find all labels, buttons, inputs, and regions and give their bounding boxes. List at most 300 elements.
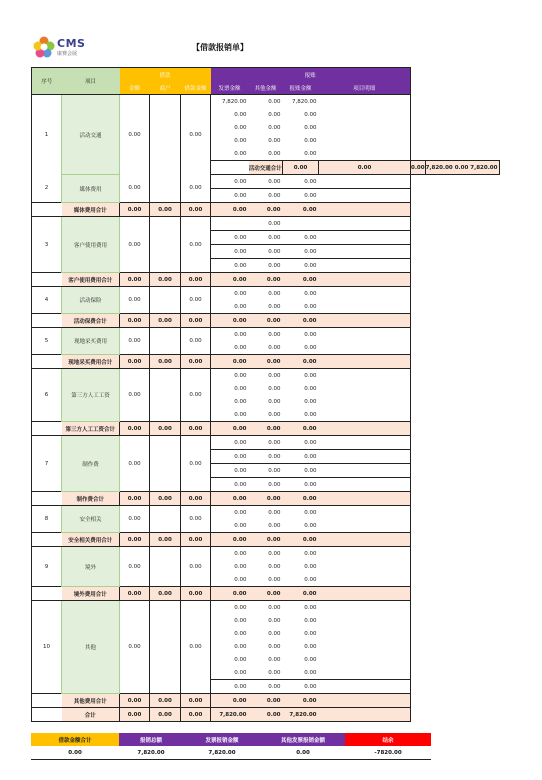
other-amount: 0.00: [249, 203, 283, 217]
item-detail: [319, 203, 411, 217]
item-detail: [319, 341, 411, 355]
item-detail: [319, 408, 411, 422]
logo-subtitle: 康赛会展: [57, 51, 78, 57]
borrow-amount: 0.00: [128, 297, 141, 303]
detail-row: [32, 175, 500, 189]
company-logo: [33, 36, 143, 66]
item-detail: [319, 287, 411, 301]
summary-value-reimb-total: 7,820.00: [119, 746, 183, 760]
subtotal-label: 客户使用费用合计: [62, 273, 120, 287]
borrow-total: 0.00: [181, 533, 211, 547]
invoice-amount: 0.00: [211, 231, 249, 245]
merchant: [150, 217, 181, 273]
item-detail: [319, 694, 411, 708]
invoice-amount: 0.00: [211, 369, 249, 383]
item-detail: [319, 189, 411, 203]
borrow-amount: 0.00: [120, 694, 150, 708]
reimb-amount: 0.00: [283, 478, 319, 492]
header-reimb-amount: 报账金额: [283, 81, 319, 95]
merchant: 0.00: [150, 708, 181, 722]
reimb-amount: 0.00: [304, 576, 317, 583]
borrow-amount: 0.00: [120, 587, 150, 601]
header-item: 项目: [62, 68, 120, 95]
invoice-amount: 0.00: [211, 147, 249, 161]
category-label: 第三方人工工资: [62, 369, 120, 422]
invoice-amount: 0.00: [211, 408, 249, 422]
other-amount: 0.00: [268, 98, 281, 105]
borrow-total: 0.00: [189, 563, 202, 570]
reimb-amount: 0.00: [283, 273, 319, 287]
row-seq: [32, 355, 62, 369]
borrow-total: 0.00: [189, 185, 202, 192]
borrow-amount: 0.00: [128, 185, 141, 192]
other-amount: 0.00: [268, 385, 281, 392]
reimb-amount: 0.00: [283, 355, 319, 369]
subtotal-row: [32, 314, 500, 328]
item-detail: [319, 259, 411, 273]
row-seq: 9: [32, 547, 62, 587]
header-other-amount: 其他金额: [249, 81, 283, 95]
item-detail: [319, 492, 411, 506]
item-detail: [319, 134, 411, 147]
invoice-amount: 0.00: [211, 189, 249, 203]
summary-header-invoice-reimb: 发票报销金额: [183, 733, 261, 746]
invoice-amount: 0.00: [211, 478, 249, 492]
reimb-amount: 0.00: [304, 604, 317, 611]
reimb-amount: 0.00: [304, 630, 317, 637]
subtotal-row: [32, 533, 500, 547]
other-amount: 0.00: [249, 422, 283, 436]
item-detail: [319, 601, 411, 615]
other-amount: 0.00: [249, 533, 283, 547]
borrow-amount: 0.00: [128, 460, 141, 467]
reimb-amount: [283, 217, 319, 231]
row-seq: [32, 533, 62, 547]
subtotal-label: 活动保费合计: [62, 314, 120, 328]
borrow-total: 0.00: [181, 203, 211, 217]
header-borrow-total: 借款金额: [181, 81, 211, 95]
invoice-amount: 0.00: [211, 506, 249, 520]
merchant: [150, 547, 181, 587]
category-label: 制作费: [62, 436, 120, 492]
item-detail: [319, 478, 411, 492]
item-detail: [319, 653, 411, 666]
detail-row: [32, 547, 500, 561]
item-detail: [319, 708, 411, 722]
item-detail: [319, 547, 411, 561]
borrow-total: 0.00: [189, 297, 202, 303]
other-amount: 0.00: [268, 509, 281, 516]
item-detail: [319, 560, 411, 573]
subtotal-label: 媒体费用合计: [62, 203, 120, 217]
reimb-amount: 0.00: [304, 563, 317, 570]
subtotal-row: [32, 422, 500, 436]
merchant: 0.00: [150, 492, 181, 506]
subtotal-label: 境外费用合计: [62, 587, 120, 601]
header-invoice-amount: 发票金额: [211, 81, 249, 95]
reimb-amount: 0.00: [304, 290, 317, 297]
header-row-1: [32, 68, 500, 82]
reimb-amount: 0.00: [283, 533, 319, 547]
other-amount: 0.00: [268, 563, 281, 570]
category-label: 其他: [62, 601, 120, 694]
header-borrow-amount: 金额: [120, 81, 150, 95]
other-amount: 0.00: [268, 150, 281, 157]
item-detail: [319, 121, 411, 134]
reimb-amount: 0.00: [283, 464, 319, 478]
category-label: 境外: [62, 547, 120, 587]
invoice-amount: 0.00: [211, 519, 249, 533]
reimb-amount: 0.00: [283, 694, 319, 708]
other-amount: 0.00: [268, 522, 281, 529]
invoice-amount: 0.00: [211, 382, 249, 395]
item-detail: [319, 519, 411, 533]
borrow-amount: 0.00: [120, 422, 150, 436]
borrow-amount: 0.00: [128, 516, 141, 522]
detail-row: [32, 287, 500, 301]
row-seq: 7: [32, 436, 62, 492]
invoice-amount: 0.00: [211, 175, 249, 189]
reimb-amount: 0.00: [304, 344, 317, 351]
item-detail: [319, 640, 411, 653]
borrow-total: 0.00: [181, 314, 211, 328]
merchant: 0.00: [150, 203, 181, 217]
row-seq: [32, 694, 62, 708]
item-detail: [319, 231, 411, 245]
borrow-amount: 0.00: [128, 338, 141, 344]
borrow-total: 0.00: [189, 644, 202, 650]
invoice-amount: 0.00: [211, 341, 249, 355]
reimb-amount: 7,820.00: [470, 161, 499, 175]
reimb-amount: 0.00: [283, 680, 319, 694]
item-detail: [319, 369, 411, 383]
invoice-amount: 0.00: [211, 395, 249, 408]
borrow-total: 0.00: [189, 338, 202, 344]
item-detail: [319, 627, 411, 640]
subtotal-label: 安全相关费用合计: [62, 533, 120, 547]
header-merchant: 商户: [150, 81, 181, 95]
row-seq: [32, 492, 62, 506]
reimb-amount: 0.00: [304, 522, 317, 529]
row-seq: [32, 422, 62, 436]
merchant: [150, 287, 181, 314]
detail-row: [32, 217, 500, 231]
other-amount: 0.00: [268, 331, 281, 338]
other-amount: 0.00: [249, 259, 283, 273]
category-label: 现地采买费用: [62, 328, 120, 355]
borrow-total: 0.00: [411, 161, 426, 175]
other-amount: 0.00: [268, 372, 281, 379]
reimb-amount: 0.00: [304, 643, 317, 650]
header-seq: 序号: [32, 68, 62, 95]
reimb-amount: 0.00: [283, 231, 319, 245]
summary-header-row: [31, 733, 431, 746]
row-seq: 6: [32, 369, 62, 422]
header-reimb-group: 报账: [211, 68, 411, 82]
row-seq: [32, 708, 62, 722]
invoice-amount: 0.00: [211, 547, 249, 561]
borrow-total: 0.00: [181, 587, 211, 601]
item-detail: [319, 614, 411, 627]
subtotal-label: 现地采买费用合计: [62, 355, 120, 369]
invoice-amount: 0.00: [211, 640, 249, 653]
reimb-amount: 0.00: [283, 436, 319, 450]
borrow-total: 0.00: [181, 694, 211, 708]
reimb-amount: 7,820.00: [283, 708, 319, 722]
item-detail: [319, 680, 411, 694]
other-amount: 0.00: [249, 314, 283, 328]
reimb-amount: 0.00: [283, 175, 319, 189]
summary-header-balance: 结余: [345, 733, 431, 746]
detail-row: [32, 328, 500, 342]
item-detail: [319, 273, 411, 287]
reimb-amount: 7,820.00: [292, 98, 317, 105]
header-borrow-group: 借款: [120, 68, 211, 82]
reimb-amount: 0.00: [283, 422, 319, 436]
item-detail: [319, 573, 411, 587]
borrow-amount: 0.00: [128, 644, 141, 650]
reimb-amount: 0.00: [283, 666, 319, 680]
reimb-amount: 0.00: [304, 111, 317, 118]
other-amount: 0.00: [249, 231, 283, 245]
summary-header-other-invoice-reimb: 其他发票报销金额: [261, 733, 345, 746]
subtotal-label: 合计: [62, 708, 120, 722]
other-amount: 0.00: [249, 464, 283, 478]
item-detail: [319, 217, 411, 231]
category-label: 活动交通: [62, 95, 120, 175]
merchant: [150, 436, 181, 492]
borrow-amount: 0.00: [120, 533, 150, 547]
subtotal-row: [32, 273, 500, 287]
row-seq: [32, 273, 62, 287]
item-detail: [319, 300, 411, 314]
summary-value-borrow-total: 0.00: [31, 746, 119, 760]
borrow-amount: 0.00: [128, 241, 141, 248]
other-amount: 0.00: [268, 344, 281, 351]
borrow-total: 0.00: [181, 708, 211, 722]
item-detail: [319, 533, 411, 547]
borrow-amount: 0.00: [120, 708, 150, 722]
invoice-amount: 0.00: [211, 108, 249, 121]
row-seq: 4: [32, 287, 62, 314]
reimb-amount: 0.00: [283, 203, 319, 217]
invoice-amount: 7,820.00: [211, 95, 249, 109]
category-label: 活动保险: [62, 287, 120, 314]
borrow-amount: 0.00: [128, 563, 141, 570]
other-amount: 0.00: [268, 398, 281, 405]
other-amount: 0.00: [249, 694, 283, 708]
other-amount: 0.00: [249, 680, 283, 694]
reimb-amount: 0.00: [283, 587, 319, 601]
other-amount: 0.00: [268, 630, 281, 637]
subtotal-row: [32, 694, 500, 708]
borrow-total: 0.00: [181, 355, 211, 369]
reimb-amount: 0.00: [304, 372, 317, 379]
other-amount: 0.00: [268, 604, 281, 611]
item-detail: [319, 436, 411, 450]
reimb-amount: 0.00: [304, 509, 317, 516]
other-amount: 0.00: [249, 355, 283, 369]
other-amount: 0.00: [268, 656, 281, 663]
subtotal-label: 其他费用合计: [62, 694, 120, 708]
detail-row: [32, 436, 500, 450]
expense-table: [31, 67, 500, 722]
borrow-amount: 0.00: [120, 314, 150, 328]
borrow-total: 0.00: [189, 241, 202, 248]
reimb-amount: 0.00: [304, 124, 317, 131]
invoice-amount: 0.00: [211, 627, 249, 640]
logo-name: CMS: [57, 37, 86, 50]
invoice-amount: 0.00: [211, 121, 249, 134]
other-amount: 0.00: [249, 436, 283, 450]
subtotal-label: 第三方人工工资合计: [62, 422, 120, 436]
row-seq: [32, 314, 62, 328]
detail-row: [32, 506, 500, 520]
invoice-amount: 0.00: [211, 314, 249, 328]
other-amount: 0.00: [249, 478, 283, 492]
row-seq: 8: [32, 506, 62, 533]
row-seq: 5: [32, 328, 62, 355]
borrow-amount: 0.00: [120, 273, 150, 287]
reimb-amount: 0.00: [283, 492, 319, 506]
grand-total-row: [32, 708, 500, 722]
item-detail: [319, 355, 411, 369]
header-detail: 项目明细: [319, 81, 411, 95]
reimb-amount: 0.00: [304, 150, 317, 157]
other-amount: 0.00: [268, 550, 281, 557]
other-amount: 0.00: [249, 189, 283, 203]
merchant: [150, 328, 181, 355]
invoice-amount: 0.00: [211, 533, 249, 547]
item-detail: [319, 328, 411, 342]
invoice-amount: 0.00: [211, 245, 249, 259]
merchant: 0.00: [150, 314, 181, 328]
detail-row: [32, 369, 500, 383]
borrow-total: 0.00: [189, 460, 202, 467]
reimb-amount: 0.00: [304, 331, 317, 338]
other-amount: 0.00: [249, 175, 283, 189]
invoice-amount: 0.00: [211, 273, 249, 287]
subtotal-row: [32, 203, 500, 217]
invoice-amount: 0.00: [211, 328, 249, 342]
row-seq: 3: [32, 217, 62, 273]
category-label: 媒体费用: [62, 175, 120, 203]
invoice-amount: 0.00: [211, 422, 249, 436]
summary-header-borrow-total: 借款金额合计: [31, 733, 119, 746]
borrow-amount: 0.00: [120, 355, 150, 369]
borrow-amount: 0.00: [120, 492, 150, 506]
merchant: 0.00: [150, 533, 181, 547]
merchant: 0.00: [150, 273, 181, 287]
invoice-amount: 0.00: [211, 680, 249, 694]
borrow-amount: 0.00: [128, 131, 141, 138]
other-amount: 0.00: [249, 666, 283, 680]
invoice-amount: [211, 217, 249, 231]
merchant: 0.00: [150, 694, 181, 708]
invoice-amount: 0.00: [211, 666, 249, 680]
document-title: 【借款报销单】: [192, 43, 248, 52]
reimb-amount: 0.00: [304, 550, 317, 557]
invoice-amount: 0.00: [211, 203, 249, 217]
item-detail: [319, 587, 411, 601]
reimb-amount: 0.00: [283, 189, 319, 203]
invoice-amount: 0.00: [211, 573, 249, 587]
row-seq: 1: [32, 95, 62, 175]
other-amount: 0.00: [268, 124, 281, 131]
reimb-amount: 0.00: [283, 314, 319, 328]
other-amount: 0.00: [455, 161, 471, 175]
invoice-amount: 0.00: [211, 653, 249, 666]
item-detail: [319, 245, 411, 259]
borrow-total: 0.00: [181, 273, 211, 287]
invoice-amount: 0.00: [211, 355, 249, 369]
item-detail: [319, 464, 411, 478]
item-detail: [319, 450, 411, 464]
borrow-total: 0.00: [181, 492, 211, 506]
category-label: 客户使用费用: [62, 217, 120, 273]
subtotal-row: [32, 492, 500, 506]
borrow-total: 0.00: [189, 131, 202, 138]
other-amount: 0.00: [268, 290, 281, 297]
row-seq: [211, 161, 249, 175]
subtotal-label: 制作费合计: [62, 492, 120, 506]
item-detail: [319, 95, 411, 109]
merchant: 0.00: [150, 587, 181, 601]
invoice-amount: 0.00: [211, 587, 249, 601]
other-amount: 0.00: [249, 245, 283, 259]
merchant: 0.00: [319, 161, 411, 175]
invoice-amount: 0.00: [211, 259, 249, 273]
merchant: [150, 369, 181, 422]
borrow-amount: 0.00: [283, 161, 319, 175]
summary-table: [31, 733, 431, 760]
other-amount: 0.00: [268, 137, 281, 144]
summary-value-other-invoice-reimb: 0.00: [261, 746, 345, 760]
reimb-amount: 0.00: [304, 303, 317, 310]
item-detail: [319, 395, 411, 408]
invoice-amount: 0.00: [211, 436, 249, 450]
detail-row: [32, 95, 500, 109]
invoice-amount: 0.00: [211, 300, 249, 314]
invoice-amount: 7,820.00: [425, 161, 455, 175]
other-amount: 0.00: [249, 450, 283, 464]
merchant: [150, 506, 181, 533]
other-amount: 0.00: [268, 111, 281, 118]
other-amount: 0.00: [249, 587, 283, 601]
borrow-total: 0.00: [189, 392, 202, 398]
merchant: [150, 601, 181, 694]
item-detail: [319, 382, 411, 395]
borrow-total: 0.00: [189, 516, 202, 522]
other-amount: 0.00: [249, 217, 283, 231]
item-detail: [319, 314, 411, 328]
reimb-amount: 0.00: [304, 385, 317, 392]
invoice-amount: 0.00: [211, 560, 249, 573]
invoice-amount: 0.00: [211, 287, 249, 301]
item-detail: [319, 147, 411, 161]
category-label: 安全相关: [62, 506, 120, 533]
item-detail: [319, 506, 411, 520]
other-amount: 0.00: [268, 303, 281, 310]
subtotal-label: 活动交通合计: [249, 161, 283, 175]
other-amount: 0.00: [249, 273, 283, 287]
item-detail: [319, 422, 411, 436]
row-seq: 10: [32, 601, 62, 694]
other-amount: 0.00: [268, 576, 281, 583]
invoice-amount: 7,820.00: [211, 708, 249, 722]
summary-value-row: [31, 746, 431, 760]
row-seq: [32, 587, 62, 601]
